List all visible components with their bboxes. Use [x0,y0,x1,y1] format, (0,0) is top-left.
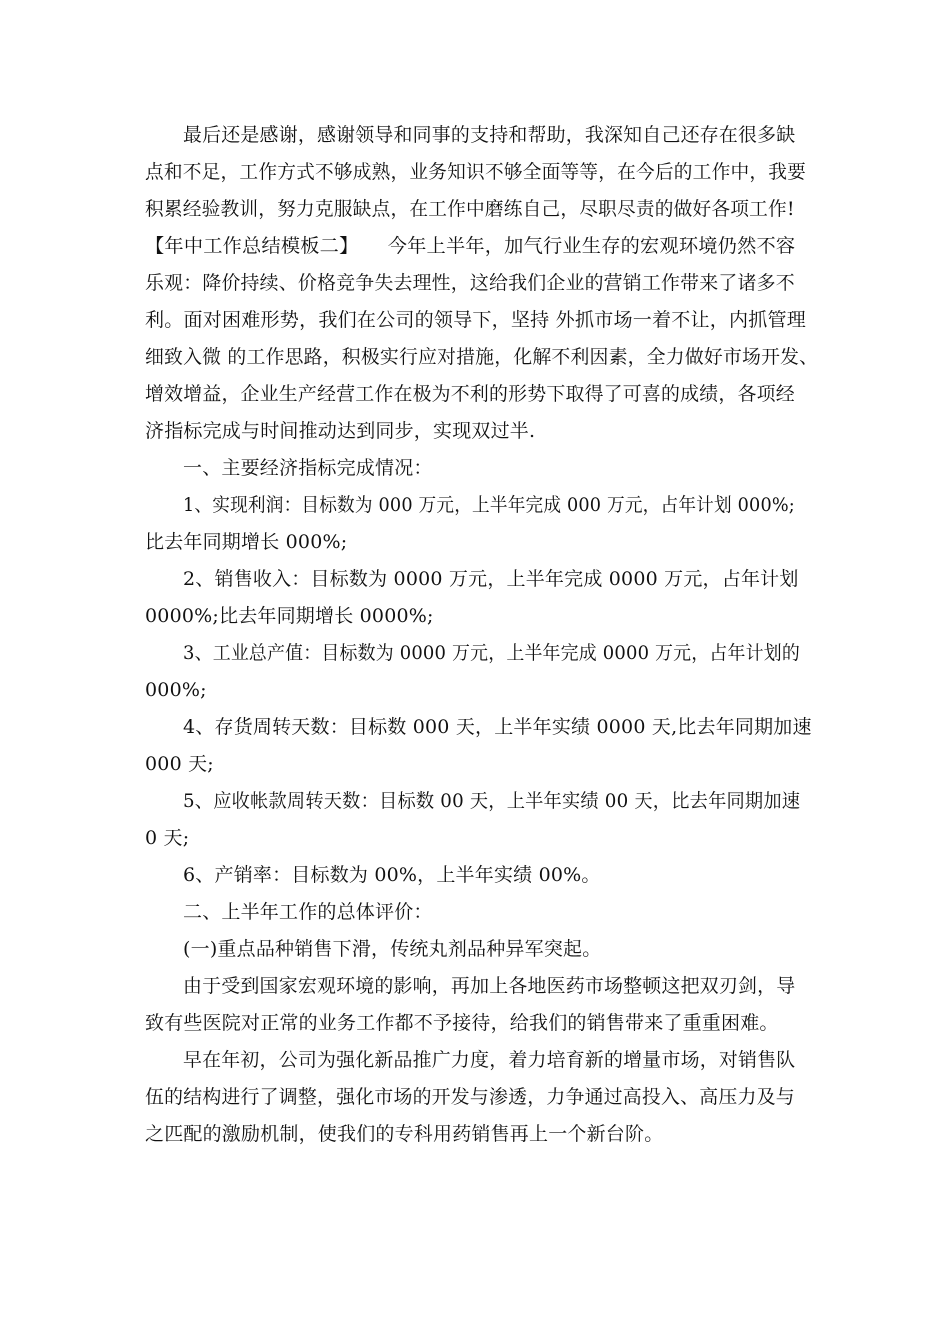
section-heading-line: 【年中工作总结模板二】 今年上半年，加气行业生存的宏观环境仍然不容 [145,235,796,257]
text-line: 积累经验教训，努力克服缺点，在工作中磨练自己，尽职尽责的做好各项工作! [145,198,795,220]
text-line: 000%; [145,679,207,701]
text-line: 致有些医院对正常的业务工作都不予接待，给我们的销售带来了重重困难。 [145,1012,779,1034]
section-heading-line: 一、主要经济指标完成情况： [183,457,433,479]
text-line: 之匹配的激励机制，使我们的专科用药销售再上一个新台阶。 [145,1123,664,1145]
list-item-line: 1、实现利润：目标数为 000 万元，上半年完成 000 万元，占年计划 000%; [183,494,795,516]
section-heading-line: 二、上半年工作的总体评价： [183,901,433,923]
text-line: 乐观：降价持续、价格竞争失去理性，这给我们企业的营销工作带来了诸多不 [145,272,795,294]
list-item-line: 2、销售收入：目标数为 0000 万元，上半年完成 0000 万元，占年计划 [183,568,799,590]
text-line: 0000%;比去年同期增长 0000%; [145,605,434,627]
text-line: 点和不足，工作方式不够成熟，业务知识不够全面等等，在今后的工作中，我要 [145,161,807,183]
list-item-line: 3、工业总产值：目标数为 0000 万元，上半年完成 0000 万元，占年计划的 [183,642,800,664]
list-item-line: 5、应收帐款周转天数：目标数 00 天，上半年实绩 00 天，比去年同期加速 [183,790,801,812]
text-line: 伍的结构进行了调整，强化市场的开发与渗透，力争通过高投入、高压力及与 [145,1086,795,1108]
list-item-line: 6、产销率：目标数为 00%，上半年实绩 00%。 [183,864,601,886]
text-line: 最后还是感谢，感谢领导和同事的支持和帮助，我深知自己还存在很多缺 [183,124,796,146]
subsection-heading-line: (一)重点品种销售下滑，传统丸剂品种异军突起。 [183,938,602,960]
text-line: 比去年同期增长 000%; [145,531,348,553]
text-line: 早在年初，公司为强化新品推广力度，着力培育新的增量市场，对销售队 [183,1049,796,1071]
text-line: 000 天; [145,753,214,775]
text-line: 0 天; [145,827,190,849]
list-item-line: 4、存货周转天数：目标数 000 天，上半年实绩 0000 天,比去年同期加速 [183,716,812,738]
text-line: 济指标完成与时间推动达到同步，实现双过半. [145,420,536,442]
text-line: 细致入微 的工作思路，积极实行应对措施，化解不利因素，全力做好市场开发、 [145,346,819,368]
text-line: 利。面对困难形势，我们在公司的领导下，坚持 外抓市场一着不让，内抓管理 [145,309,807,331]
text-line: 由于受到国家宏观环境的影响，再加上各地医药市场整顿这把双刃剑，导 [183,975,796,997]
text-line: 增效增益，企业生产经营工作在极为不利的形势下取得了可喜的成绩，各项经 [145,383,795,405]
